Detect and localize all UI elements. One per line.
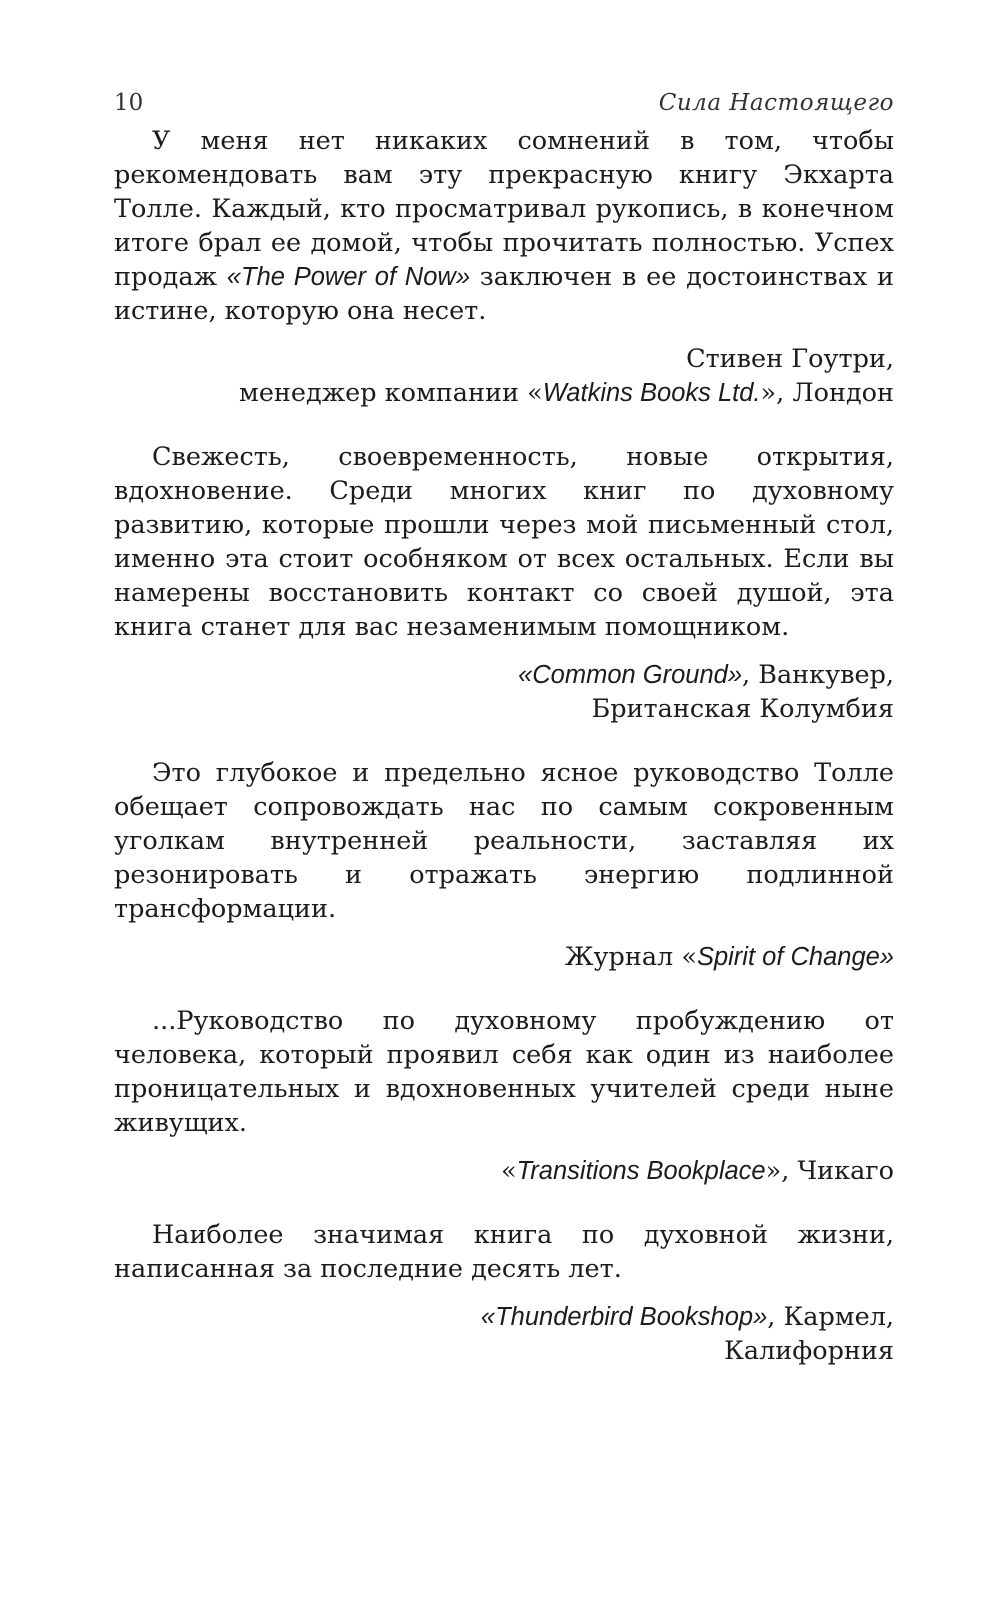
attribution-line: Калифорния bbox=[724, 1336, 894, 1366]
attribution-text: Журнал « bbox=[564, 942, 697, 972]
review-2 bbox=[114, 440, 894, 726]
review-4 bbox=[114, 1004, 894, 1188]
attribution-text: , Ванкувер, bbox=[742, 660, 894, 690]
attribution-line bbox=[114, 940, 894, 974]
source-name: Spirit of Change» bbox=[696, 943, 894, 971]
attribution-text: », Чикаго bbox=[765, 1156, 894, 1186]
book-page bbox=[114, 90, 894, 1398]
review-attribution bbox=[114, 342, 894, 410]
source-name: «Common Ground» bbox=[518, 661, 743, 689]
attribution-line bbox=[114, 1300, 894, 1334]
review-3 bbox=[114, 756, 894, 974]
book-title: «The Power of Now» bbox=[226, 263, 470, 291]
source-name: Watkins Books Ltd. bbox=[542, 379, 761, 407]
attribution-text: », Лондон bbox=[760, 378, 894, 408]
attribution-text: менеджер компании « bbox=[238, 378, 543, 408]
review-quote bbox=[114, 124, 894, 328]
quote-text: У меня нет никаких сомнений в том, чтобы рекомендовать вам эту прекрасную книгу Экхарта Толле. Каждый, кто просматривал рукопись, в конечном итоге брал ее домой, чтобы прочитать полностью. Успех продаж bbox=[114, 126, 894, 292]
attribution-line: Британская Колумбия bbox=[591, 694, 894, 724]
source-name: «Thunderbird Bookshop» bbox=[480, 1303, 768, 1331]
review-attribution bbox=[114, 940, 894, 974]
attribution-line bbox=[114, 376, 894, 410]
attribution-line: Стивен Гоутри, bbox=[686, 344, 894, 374]
review-attribution bbox=[114, 658, 894, 726]
review-attribution bbox=[114, 1154, 894, 1188]
attribution-line bbox=[114, 658, 894, 692]
attribution-text: « bbox=[501, 1156, 517, 1186]
review-quote: ...Руководство по духовному пробуждению от человека, который проявил себя как один из наиболее проницательных и вдохновенных учителей среди ныне живущих. bbox=[114, 1006, 894, 1138]
review-quote: Это глубокое и предельно ясное руководство Толле обещает сопровождать нас по самым сокровенным уголкам внутренней реальности, заставляя их резонировать и отражать энергию подлинной трансформации. bbox=[114, 758, 894, 924]
review-attribution bbox=[114, 1300, 894, 1368]
review-quote: Наиболее значимая книга по духовной жизни, написанная за последние десять лет. bbox=[114, 1220, 894, 1284]
page-number: 10 bbox=[114, 90, 144, 116]
page-header bbox=[114, 90, 894, 116]
review-1 bbox=[114, 124, 894, 410]
quote-text: заключен в ее достоинствах и истине, которую она несет. bbox=[114, 262, 894, 326]
source-name: Transitions Bookplace bbox=[516, 1157, 766, 1185]
running-title: Сила Настоящего bbox=[658, 90, 894, 116]
review-quote: Свежесть, своевременность, новые открытия, вдохновение. Среди многих книг по духовному развитию, которые прошли через мой письменный стол, именно эта стоит особняком от всех остальных. Если вы намерены восстановить контакт со своей душой, эта книга станет для вас незаменимым помощником. bbox=[114, 442, 894, 642]
attribution-text: , Кармел, bbox=[767, 1302, 894, 1332]
attribution-line bbox=[114, 1154, 894, 1188]
review-5 bbox=[114, 1218, 894, 1368]
